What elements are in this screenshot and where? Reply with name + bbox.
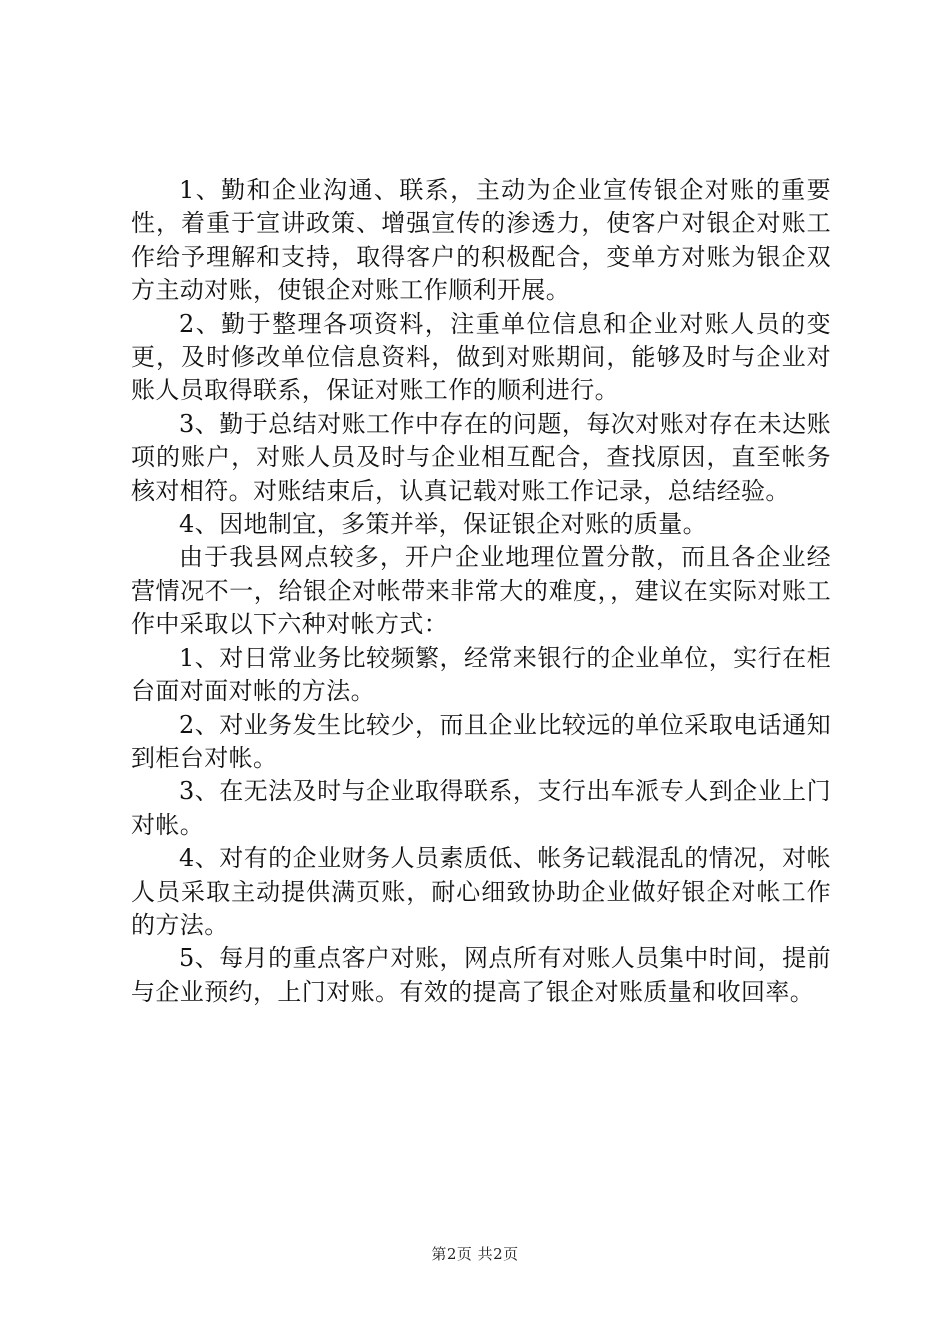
paragraph-1: 1、勤和企业沟通、联系，主动为企业宣传银企对账的重要性，着重于宣讲政策、增强宣传的渗透力，使客户对银企对账工作给予理解和支持，取得客户的积极配合，变单方对账为银企双方主动对账，使银企对账工作顺利开展。 (131, 176, 831, 305)
page-footer (0, 1243, 950, 1264)
document-body (131, 174, 831, 1009)
paragraph-3: 3、勤于总结对账工作中存在的问题，每次对账对存在未达账项的账户，对账人员及时与企业相互配合，查找原因，直至帐务核对相符。对账结束后，认真记载对账工作记录，总结经验。 (131, 409, 831, 505)
paragraph-2: 2、勤于整理各项资料，注重单位信息和企业对账人员的变更，及时修改单位信息资料，做到对账期间，能够及时与企业对账人员取得联系，保证对账工作的顺利进行。 (131, 309, 831, 405)
paragraph-10: 5、每月的重点客户对账，网点所有对账人员集中时间，提前与企业预约，上门对账。有效的提高了银企对账质量和收回率。 (131, 944, 831, 1006)
paragraph-6: 1、对日常业务比较频繁，经常来银行的企业单位，实行在柜台面对面对帐的方法。 (131, 643, 831, 706)
paragraph-7: 2、对业务发生比较少，而且企业比较远的单位采取电话通知到柜台对帐。 (131, 710, 831, 772)
page-number-label: 第2页 共2页 (431, 1245, 519, 1263)
paragraph-4: 4、因地制宜，多策并举，保证银企对账的质量。 (179, 510, 708, 539)
paragraph-8: 3、在无法及时与企业取得联系，支行出车派专人到企业上门对帐。 (131, 777, 831, 839)
paragraph-5: 由于我县网点较多，开户企业地理位置分散，而且各企业经营情况不一，给银企对帐带来非常大的难度，，建议在实际对账工作中采取以下六种对帐方式： (131, 543, 831, 639)
paragraph-9: 4、对有的企业财务人员素质低、帐务记载混乱的情况，对帐人员采取主动提供满页账，耐心细致协助企业做好银企对帐工作的方法。 (131, 844, 831, 939)
